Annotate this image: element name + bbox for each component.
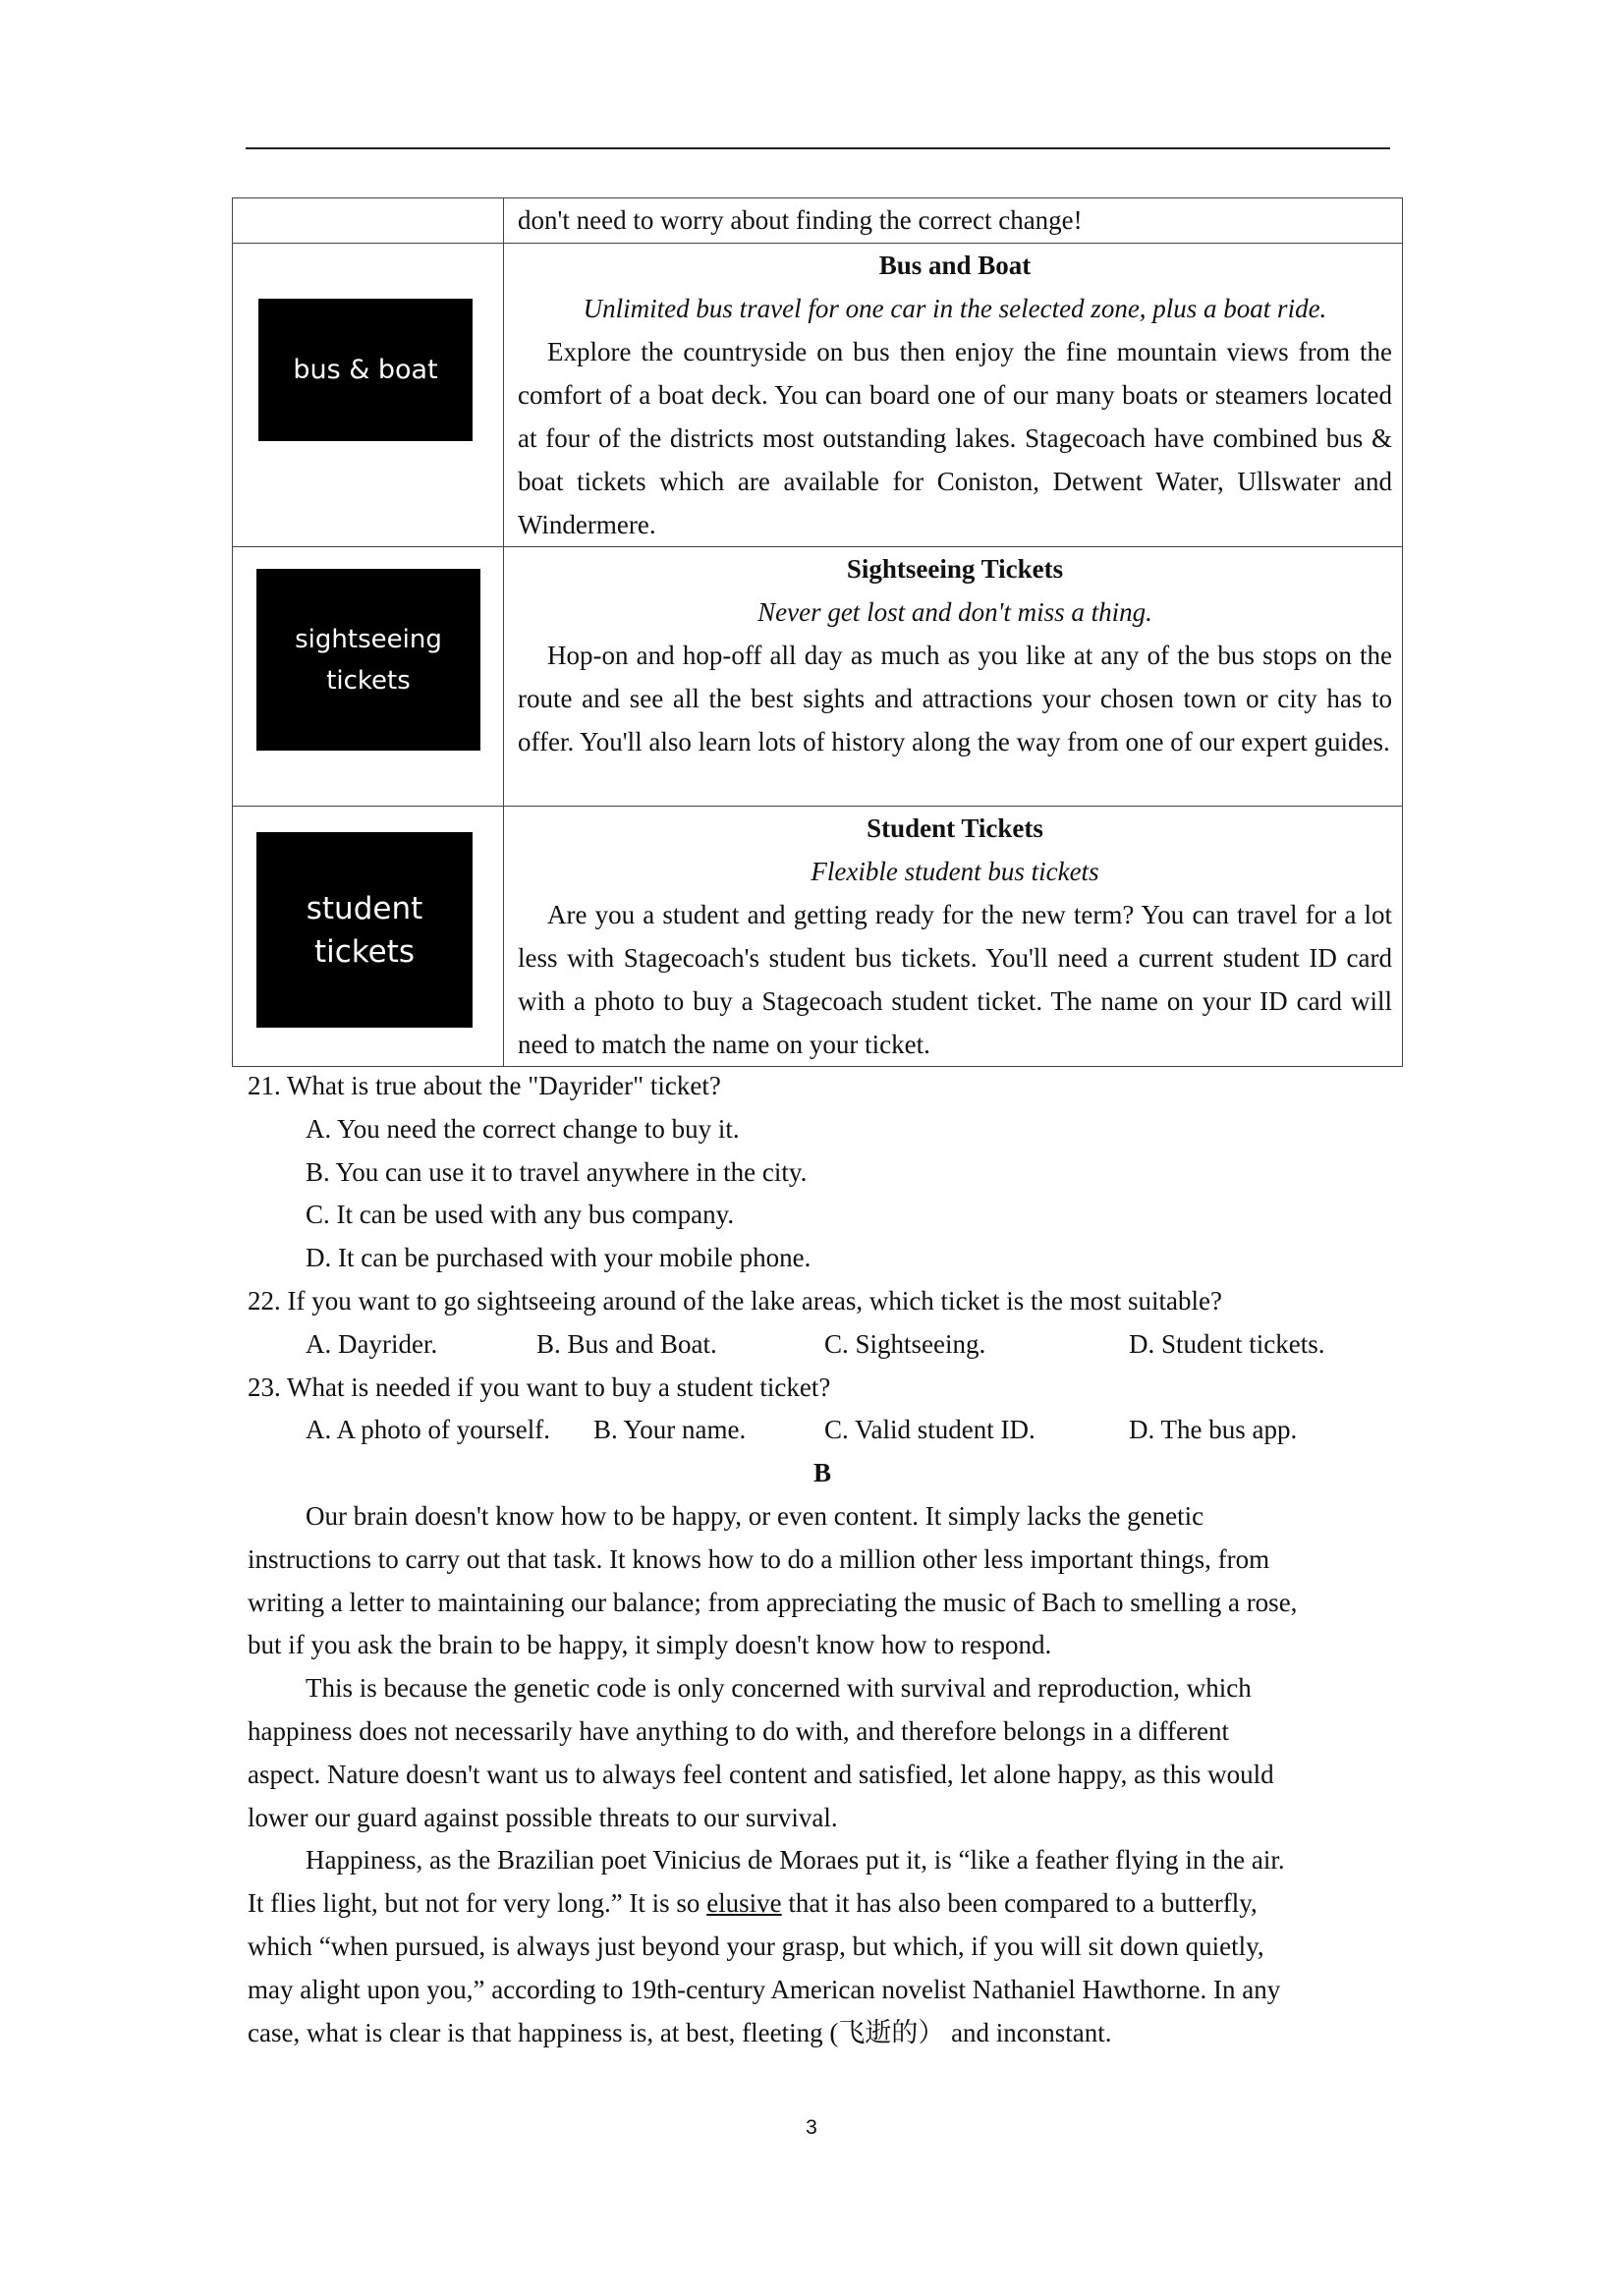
dayrider-continuation: don't need to worry about finding the correct change! (504, 198, 1403, 244)
options-row (248, 1409, 1397, 1452)
options-row (248, 1323, 1397, 1367)
ticket-subtitle: Flexible student bus tickets (811, 857, 1099, 886)
bus-boat-image (258, 299, 473, 441)
answer-option: B. Bus and Boat. (536, 1328, 717, 1359)
text-line: which “when pursued, is always just beyond your grasp, but which, if you will sit down quietly, (248, 1931, 1264, 1961)
image-label: bus & boat (293, 354, 438, 385)
image-cell (233, 547, 504, 807)
text-line: case, what is clear is that happiness is, at best, fleeting (飞逝的） and inconstant. (248, 2017, 1112, 2047)
paragraph-2 (248, 1667, 1397, 1839)
text-line: writing a letter to maintaining our balance; from appreciating the music of Bach to smelling a rose, (248, 1587, 1298, 1617)
page-number: 3 (806, 2116, 817, 2139)
ticket-subtitle: Unlimited bus travel for one car in the selected zone, plus a boat ride. (583, 294, 1327, 323)
text-line: lower our guard against possible threats to our survival. (248, 1802, 838, 1832)
text-line: happiness does not necessarily have anything to do with, and therefore belongs in a different (248, 1715, 1229, 1746)
image-label: student (306, 890, 423, 926)
answer-option: C. Sightseeing. (824, 1328, 986, 1359)
text-run: It flies light, but not for very long.” It is so (248, 1888, 707, 1919)
table-row (233, 807, 1403, 1067)
sightseeing-image (256, 569, 480, 751)
answer-option: C. Valid student ID. (824, 1415, 1035, 1445)
answer-option: B. Your name. (593, 1415, 747, 1445)
question-stem: 22. If you want to go sightseeing around of the lake areas, which ticket is the most suitable? (248, 1285, 1222, 1316)
empty-image-cell (233, 198, 504, 244)
answer-option: A. Dayrider. (306, 1328, 438, 1359)
table-row (233, 547, 1403, 807)
answer-option: D. The bus app. (1129, 1415, 1298, 1445)
answer-option: C. It can be used with any bus company. (306, 1200, 735, 1230)
paragraph-1 (248, 1495, 1397, 1667)
question-stem: 21. What is true about the "Dayrider" ticket? (248, 1071, 721, 1100)
answer-option: A. You need the correct change to buy it. (306, 1113, 740, 1144)
ticket-title: Bus and Boat (878, 251, 1032, 280)
table-row (233, 198, 1403, 244)
text-line: Our brain doesn't know how to be happy, or even content. It simply lacks the genetic (306, 1500, 1204, 1531)
answer-option: A. A photo of yourself. (306, 1415, 550, 1445)
text-run: that it has also been compared to a butterfly, (781, 1888, 1258, 1919)
image-label: tickets (326, 665, 411, 696)
underlined-word: elusive (706, 1888, 782, 1919)
ticket-title: Student Tickets (867, 813, 1043, 843)
image-label: tickets (313, 933, 416, 970)
text-line: instructions to carry out that task. It knows how to do a million other less important things, from (248, 1543, 1270, 1574)
text-line: This is because the genetic code is only concerned with survival and reproduction, which (306, 1673, 1252, 1704)
text-line: may alight upon you,” according to 19th-century American novelist Nathaniel Hawthorne. In any (248, 1974, 1281, 2004)
ticket-body: Explore the countryside on bus then enjoy the fine mountain views from the comfort of a boat deck. You can board one of our many boats or steamers located at four of the districts most outstanding lakes. Stagecoach have combined bus & boat tickets which are available for Coniston, Detwent Water, Ullswater and Windermere. (518, 337, 1392, 539)
text-line (248, 1882, 1397, 1926)
image-label: sightseeing (295, 624, 442, 654)
text-line: aspect. Nature doesn't want us to always feel content and satisfied, let alone happy, as this would (248, 1759, 1274, 1789)
questions-section (248, 1065, 1397, 2054)
image-cell (233, 807, 504, 1067)
ticket-body: Hop-on and hop-off all day as much as you like at any of the bus stops on the route and see all the best sights and attractions your chosen town or city has to offer. You'll also learn lots of history along the way from one of our expert guides. (518, 641, 1392, 756)
ticket-description (504, 807, 1403, 1067)
question-stem: 23. What is needed if you want to buy a student ticket? (248, 1372, 831, 1402)
header-rule (246, 147, 1390, 149)
text-line: Happiness, as the Brazilian poet Vinicius de Moraes put it, is “like a feather flying in the air. (306, 1845, 1285, 1876)
section-heading: B (812, 1458, 831, 1488)
ticket-body: Are you a student and getting ready for the new term? You can travel for a lot less with Stagecoach's student bus tickets. You'll need a current student ID card with a photo to buy a Stagecoach student ticket. The name on your ID card will need to match the name on your ticket. (518, 900, 1392, 1059)
ticket-description (504, 547, 1403, 807)
answer-option: D. It can be purchased with your mobile phone. (306, 1243, 812, 1273)
answer-option: B. You can use it to travel anywhere in the city. (306, 1156, 808, 1187)
text-line: but if you ask the brain to be happy, it simply doesn't know how to respond. (248, 1630, 1052, 1660)
paragraph-3 (248, 1839, 1397, 2054)
ticket-description (504, 244, 1403, 547)
ticket-title: Sightseeing Tickets (846, 554, 1064, 584)
ticket-table (232, 197, 1403, 1067)
student-image (256, 832, 473, 1028)
ticket-subtitle: Never get lost and don't miss a thing. (757, 597, 1152, 627)
table-row (233, 244, 1403, 547)
answer-option: D. Student tickets. (1129, 1328, 1325, 1359)
image-cell (233, 244, 504, 547)
